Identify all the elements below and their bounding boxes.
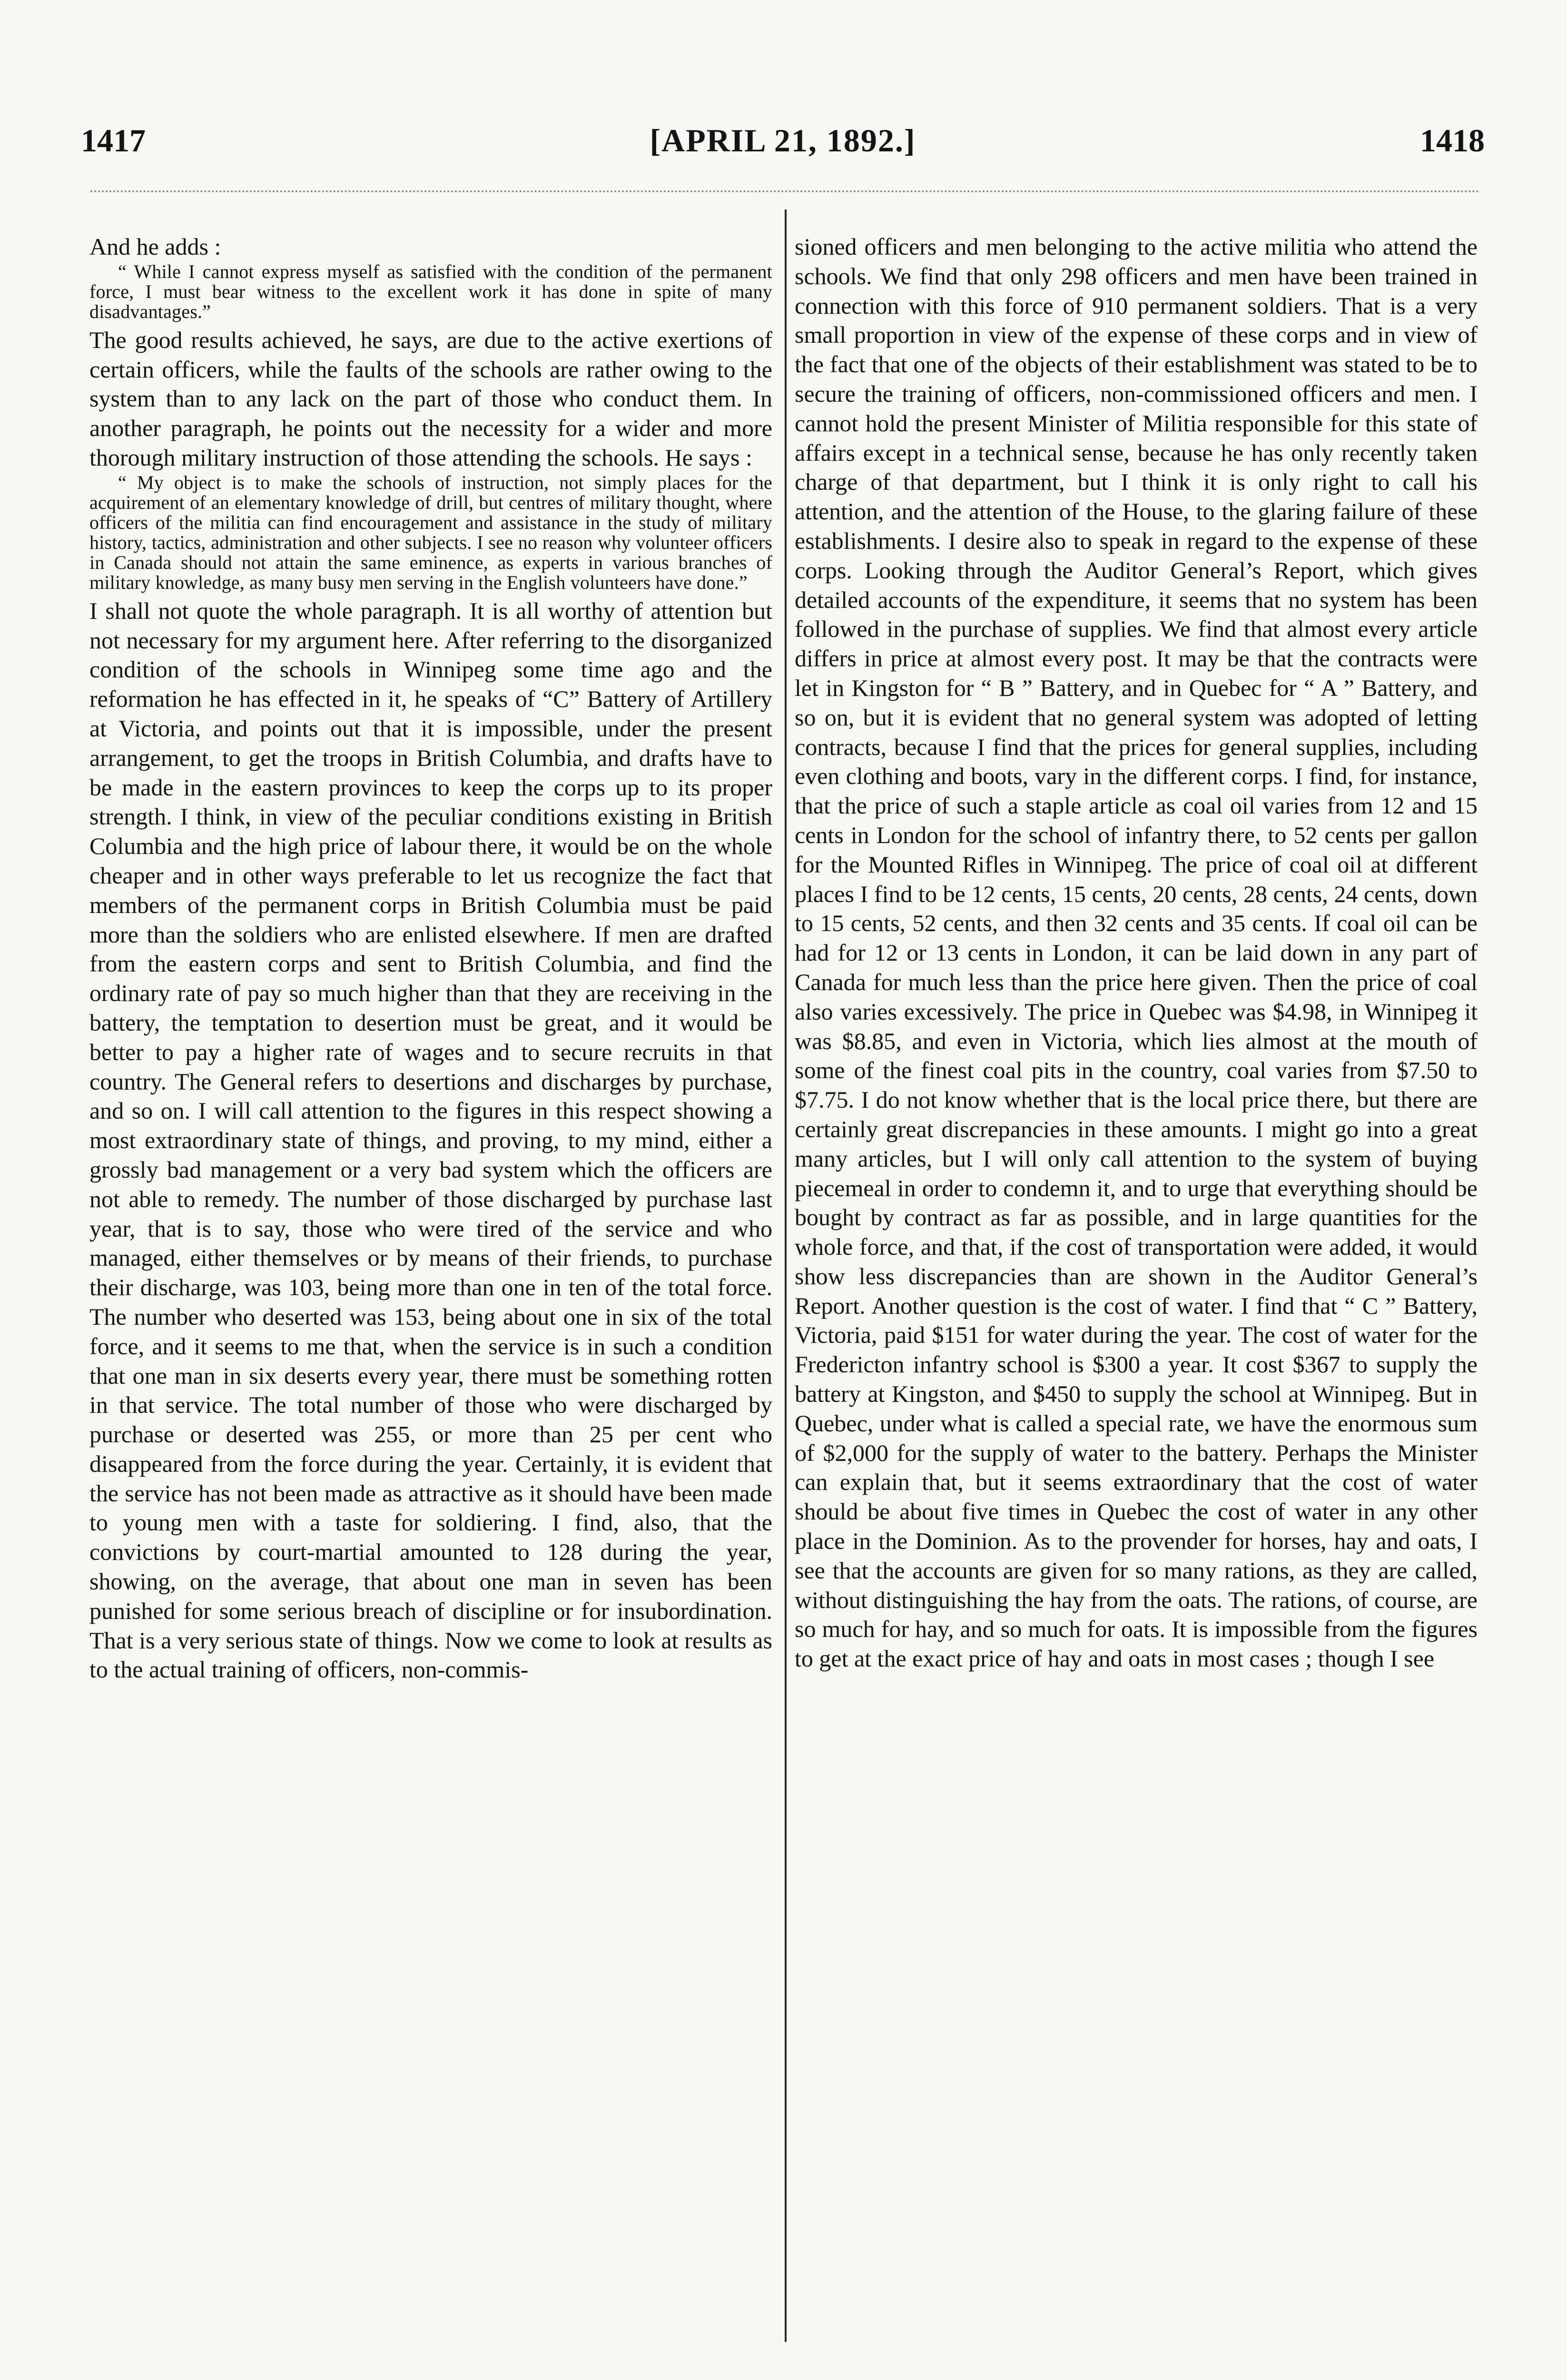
quote-first: “ While I cannot express myself as satisfied with the condition of the permanent force, I must bear witness to the excellent work it has done in spite of many disadvantages.” [89,260,772,322]
header-rule [90,190,1480,192]
left-column [89,232,772,2360]
quote-second: “ My object is to make the schools of instruction, not simply places for the acquirement of an elementary knowledge of drill, but centres of military thought, where officers of the militia can find encouragement and assistance in the study of military history, tactics, administration and other subjects. I see no reason why volunteer officers in Canada should not attain the same eminence, as experts in various branches of military knowledge, as many busy men serving in the English volunteers have done.” [89,471,772,593]
paragraph-one: The good results achieved, he says, are due to the active exertions of certain officers, while the faults of the schools are rather owing to the system than to any lack on the part of those who conduct them. In another paragraph, he points out the necessity for a wider and more thorough military instruction of those attending the schools. He says : [89,326,772,471]
right-column [795,232,1478,2360]
column-divider [785,209,787,2342]
paragraph-two: I shall not quote the whole paragraph. It is all worthy of attention but not necessary for my argument here. After referring to the disorganized condition of the schools in Winnipeg some time ago and the reformation he has effected in it, he speaks of “C” Battery of Artillery at Victoria, and points out that it is impossible, under the present arrangement, to get the troops in British Columbia, and drafts have to be made in the eastern provinces to keep the corps up to its proper strength. I think, in view of the peculiar conditions existing in British Columbia and the high price of labour there, it would be on the whole cheaper and in other ways preferable to let us recognize the fact that members of the permanent corps in British Columbia must be paid more than the soldiers who are enlisted elsewhere. If men are drafted from the eastern corps and sent to British Columbia, and find the ordinary rate of pay so much higher than that they are receiving in the battery, the temptation to desertion must be great, and it would be better to pay a higher rate of wages and to secure recruits in that country. The General refers to desertions and discharges by purchase, and so on. I will call attention to the figures in this respect showing a most extraordinary state of things, and proving, to my mind, either a grossly bad management or a very bad system which the officers are not able to remedy. The number of those discharged by purchase last year, that is to say, those who were tired of the service and who managed, either themselves or by means of their friends, to purchase their discharge, was 103, being more than one in ten of the total force. The number who deserted was 153, being about one in six of the total force, and it seems to me that, when the service is in such a condition that one man in six deserts every year, there must be something rotten in that service. The total number of those who were discharged by purchase or deserted was 255, or more than 25 per cent who disappeared from the force during the year. Certainly, it is evident that the service has not been made as attractive as it should have been made to young men with a taste for soldiering. I find, also, that the convictions by court-martial amounted to 128 during the year, showing, on the average, that about one man in seven has been punished for some serious breach of discipline or for insubordination. That is a very serious state of things. Now we come to look at results as to the actual training of officers, non-commis- [89,597,772,1683]
page-header [81,112,1485,169]
right-column-text: sioned officers and men belonging to the active militia who attend the schools. We find that only 298 officers and men have been trained in connection with this force of 910 permanent soldiers. That is a very small proportion in view of the expense of these corps and in view of the fact that one of the objects of their establishment was stated to be to secure the training of officers, non-commissioned officers and men. I cannot hold the present Minister of Militia responsible for this state of affairs except in a technical sense, because he has only recently taken charge of that department, but I think it is only right to call his attention, and the attention of the House, to the glaring failure of these establishments. I desire also to speak in regard to the expense of these corps. Looking through the Auditor General’s Report, which gives detailed accounts of the expenditure, it seems that no system has been followed in the purchase of supplies. We find that almost every article differs in price at almost every post. It may be that the contracts were let in Kingston for “ B ” Battery, and in Quebec for “ A ” Battery, and so on, but it is evident that no general system was adopted of letting contracts, because I find that the prices for general supplies, including even clothing and boots, vary in the different corps. I find, for instance, that the price of such a staple article as coal oil varies from 12 and 15 cents in London for the school of infantry there, to 52 cents per gallon for the Mounted Rifles in Winnipeg. The price of coal oil at different places I find to be 12 cents, 15 cents, 20 cents, 28 cents, 24 cents, down to 15 cents, 52 cents, and then 32 cents and 35 cents. If coal oil can be had for 12 or 13 cents in London, it can be laid down in any part of Canada for much less than the price here given. Then the price of coal also varies excessively. The price in Quebec was $4.98, in Winnipeg it was $8.85, and even in Victoria, which lies almost at the mouth of some of the finest coal pits in the country, coal varies from $7.50 to $7.75. I do not know whether that is the local price there, but there are certainly great discrepancies in these amounts. I might go into a great many articles, but I will only call attention to the system of buying piecemeal in order to condemn it, and to urge that everything should be bought by contract as far as possible, and in large quantities for the whole force, and that, if the cost of transportation were added, it would show less discrepancies than are shown in the Auditor General’s Report. Another question is the cost of water. I find that “ C ” Battery, Victoria, paid $151 for water during the year. The cost of water for the Fredericton infantry school is $300 a year. It cost $367 to supply the battery at Kingston, and $450 to supply the school at Winnipeg. But in Quebec, under what is called a special rate, we have the enormous sum of $2,000 for the supply of water to the battery. Perhaps the Minister can explain that, but it seems extraordinary that the cost of water should be about five times in Quebec the cost of water in any other place in the Dominion. As to the provender for horses, hay and oats, I see that the accounts are given for so many rations, as they are called, without distinguishing the hay from the oats. The rations, of course, are so much for hay, and so much for oats. It is impossible from the figures to get at the exact price of hay and oats in most cases ; though I see [795,233,1478,1672]
intro-line: And he adds : [89,233,221,260]
left-page-number: 1417 [81,122,146,159]
right-page-number: 1418 [1420,122,1485,159]
page-date: [APRIL 21, 1892.] [650,122,916,159]
